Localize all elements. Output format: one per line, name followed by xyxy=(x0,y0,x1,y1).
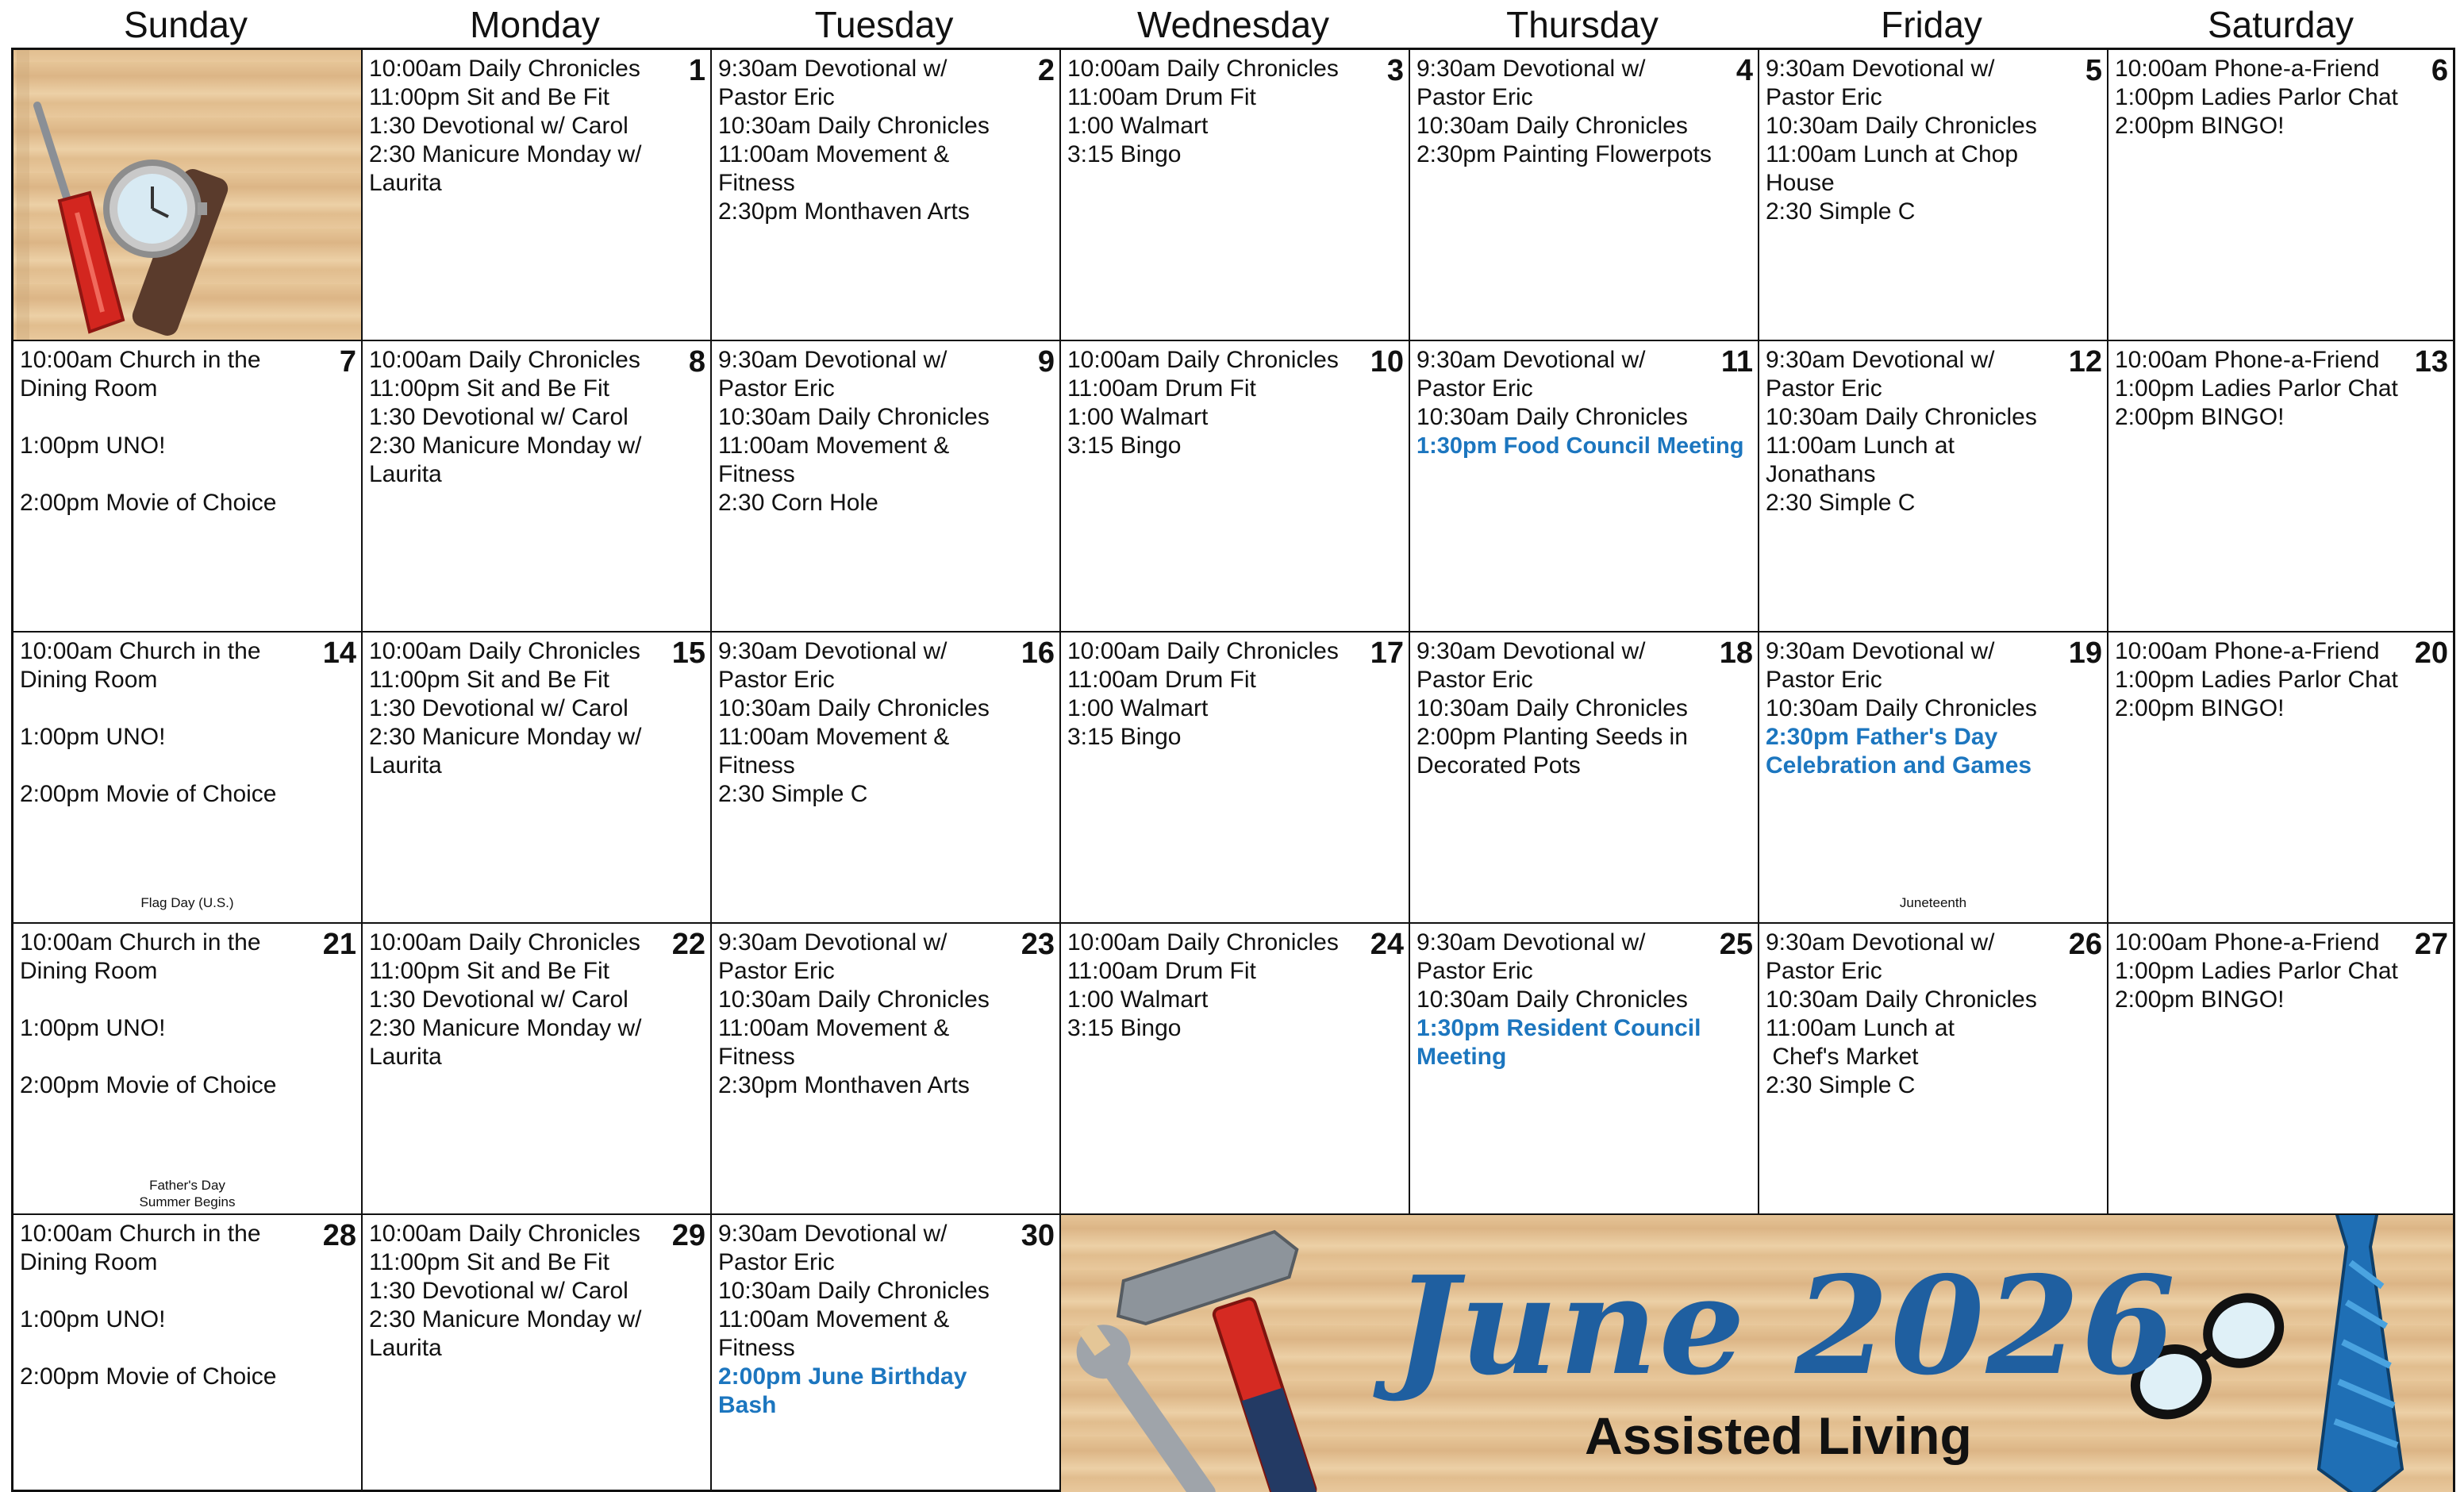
day-cell[interactable] xyxy=(363,633,712,924)
day-number: 26 xyxy=(2068,928,2102,961)
day-number: 30 xyxy=(1021,1219,1055,1252)
event-item: 10:30am Daily Chronicles xyxy=(718,404,990,430)
event-list xyxy=(369,637,669,780)
day-number: 14 xyxy=(322,636,356,670)
day-number: 29 xyxy=(671,1219,705,1252)
day-cell[interactable] xyxy=(1061,633,1410,924)
day-cell[interactable] xyxy=(1759,341,2108,633)
event-item-highlight: 2:30pm Father's Day Celebration and Games xyxy=(1766,724,2032,779)
day-number: 22 xyxy=(671,928,705,961)
calendar-grid xyxy=(11,48,2455,1492)
event-item: 2:30 Manicure Monday w/ Laurita xyxy=(369,1015,648,1070)
event-list xyxy=(2115,929,2412,1014)
event-item: 3:15 Bingo xyxy=(1067,141,1182,167)
event-list xyxy=(1766,637,2066,780)
event-item: 10:30am Daily Chronicles xyxy=(1417,986,1688,1013)
event-item: 2:30 Manicure Monday w/ Laurita xyxy=(369,1306,648,1361)
event-item: 1:00pm UNO! xyxy=(20,1306,166,1332)
day-number: 18 xyxy=(1719,636,1753,670)
event-item: 3:15 Bingo xyxy=(1067,1015,1182,1041)
day-number: 16 xyxy=(1021,636,1055,670)
event-item: 1:30 Devotional w/ Carol xyxy=(369,1278,628,1304)
event-list xyxy=(1067,637,1367,752)
event-list xyxy=(718,346,1018,517)
event-item: 9:30am Devotional w/ Pastor Eric xyxy=(1417,56,1652,110)
event-item: 11:00pm Sit and Be Fit xyxy=(369,1249,609,1275)
day-number: 7 xyxy=(339,345,356,379)
event-item: 3:15 Bingo xyxy=(1067,724,1182,750)
day-cell[interactable] xyxy=(1410,341,1759,633)
event-item: 2:00pm Movie of Choice xyxy=(20,781,277,807)
event-list xyxy=(20,637,320,837)
event-list xyxy=(1766,929,2066,1100)
event-item: 10:30am Daily Chronicles xyxy=(1417,404,1688,430)
holiday-label: Juneteenth xyxy=(1899,895,1967,910)
header-wednesday: Wednesday xyxy=(1136,4,1330,45)
event-item: 9:30am Devotional w/ Pastor Eric xyxy=(718,638,954,693)
day-number: 8 xyxy=(688,345,705,379)
event-item: 11:00am Movement & Fitness xyxy=(718,724,956,779)
event-list xyxy=(718,637,1018,809)
event-item: 9:30am Devotional w/ Pastor Eric xyxy=(1766,347,2001,402)
event-list xyxy=(718,55,1018,226)
day-number: 2 xyxy=(1037,54,1055,87)
event-list xyxy=(1766,346,2066,517)
event-list xyxy=(718,1220,1018,1420)
event-item: 10:00am Church in the Dining Room xyxy=(20,347,267,402)
event-list xyxy=(2115,55,2412,140)
holiday-label: Father's Day Summer Begins xyxy=(139,1178,236,1209)
event-list xyxy=(718,929,1018,1100)
event-item: 9:30am Devotional w/ Pastor Eric xyxy=(1417,638,1652,693)
event-item: 10:30am Daily Chronicles xyxy=(1766,404,2037,430)
day-cell[interactable] xyxy=(363,1215,712,1492)
day-cell[interactable] xyxy=(2108,924,2453,1215)
event-item: 10:30am Daily Chronicles xyxy=(1766,113,2037,139)
day-cell[interactable] xyxy=(363,50,712,341)
event-item: 1:00 Walmart xyxy=(1067,695,1209,721)
day-cell[interactable] xyxy=(1410,924,1759,1215)
event-item: 11:00am Drum Fit xyxy=(1067,667,1256,693)
day-number: 3 xyxy=(1386,54,1404,87)
day-cell[interactable] xyxy=(2108,341,2453,633)
day-number: 1 xyxy=(688,54,705,87)
event-item: 10:00am Daily Chronicles xyxy=(369,56,640,82)
decor-image-cell xyxy=(13,50,363,341)
event-item: 2:30 Simple C xyxy=(1766,198,1916,225)
header-saturday: Saturday xyxy=(2207,4,2354,45)
event-item: 11:00am Lunch at Chef's Market xyxy=(1766,1015,1955,1070)
event-item: 1:00 Walmart xyxy=(1067,986,1209,1013)
day-number: 19 xyxy=(2068,636,2102,670)
event-item: 2:30 Simple C xyxy=(718,781,868,807)
event-list xyxy=(369,346,669,489)
event-item: 10:00am Daily Chronicles xyxy=(369,1221,640,1247)
day-number: 21 xyxy=(322,928,356,961)
event-item: 1:00 Walmart xyxy=(1067,404,1209,430)
calendar xyxy=(11,0,2455,1492)
event-list xyxy=(20,1220,320,1420)
event-item: 9:30am Devotional w/ Pastor Eric xyxy=(718,1221,954,1275)
event-item: 10:30am Daily Chronicles xyxy=(718,1278,990,1304)
day-cell[interactable] xyxy=(1759,633,2108,924)
event-item: 2:00pm BINGO! xyxy=(2115,986,2285,1013)
event-item: 2:30 Simple C xyxy=(1766,490,1916,516)
day-number: 27 xyxy=(2414,928,2448,961)
day-number: 11 xyxy=(1720,345,1753,379)
event-item: 2:30 Corn Hole xyxy=(718,490,878,516)
day-cell[interactable] xyxy=(2108,633,2453,924)
event-item: 10:00am Phone-a-Friend xyxy=(2115,638,2380,664)
day-cell[interactable] xyxy=(13,1215,363,1492)
event-item: 10:00am Church in the Dining Room xyxy=(20,638,267,693)
event-item: 10:00am Phone-a-Friend xyxy=(2115,347,2380,373)
event-item: 11:00am Drum Fit xyxy=(1067,84,1256,110)
event-item: 2:30pm Monthaven Arts xyxy=(718,198,970,225)
event-item: 11:00am Lunch at Jonathans xyxy=(1766,433,1962,487)
month-banner xyxy=(1061,1215,2453,1492)
event-item: 11:00pm Sit and Be Fit xyxy=(369,667,609,693)
day-number: 10 xyxy=(1370,345,1404,379)
day-number: 9 xyxy=(1037,345,1055,379)
event-list xyxy=(1067,346,1367,460)
event-item: 11:00am Drum Fit xyxy=(1067,958,1256,984)
event-item: 10:30am Daily Chronicles xyxy=(718,113,990,139)
event-item: 1:30 Devotional w/ Carol xyxy=(369,695,628,721)
event-item: 10:30am Daily Chronicles xyxy=(1766,986,2037,1013)
day-number: 12 xyxy=(2068,345,2102,379)
event-list xyxy=(1417,55,1716,169)
header-thursday: Thursday xyxy=(1506,4,1659,45)
event-item: 1:00pm UNO! xyxy=(20,433,166,459)
event-item-highlight: 1:30pm Food Council Meeting xyxy=(1417,433,1744,459)
day-number: 4 xyxy=(1736,54,1753,87)
event-item: 11:00am Drum Fit xyxy=(1067,375,1256,402)
event-list xyxy=(1417,637,1716,780)
day-cell[interactable] xyxy=(1410,50,1759,341)
event-item: 1:00pm Ladies Parlor Chat xyxy=(2115,84,2398,110)
event-list xyxy=(20,929,320,1129)
event-list xyxy=(1067,929,1367,1043)
event-item: 10:00am Phone-a-Friend xyxy=(2115,56,2380,82)
day-cell[interactable] xyxy=(1061,924,1410,1215)
event-list xyxy=(2115,637,2412,723)
day-cell[interactable] xyxy=(13,924,363,1215)
day-number: 28 xyxy=(322,1219,356,1252)
event-item: 1:00pm Ladies Parlor Chat xyxy=(2115,375,2398,402)
event-item: 2:30 Manicure Monday w/ Laurita xyxy=(369,141,648,196)
event-item: 2:00pm BINGO! xyxy=(2115,113,2285,139)
event-list xyxy=(20,346,320,546)
event-item: 2:00pm Movie of Choice xyxy=(20,1072,277,1098)
event-item: 10:00am Daily Chronicles xyxy=(1067,347,1339,373)
event-item: 11:00am Movement & Fitness xyxy=(718,433,956,487)
day-cell[interactable] xyxy=(1759,50,2108,341)
header-sunday: Sunday xyxy=(123,4,248,45)
event-item: 2:30pm Painting Flowerpots xyxy=(1417,141,1712,167)
day-number: 25 xyxy=(1719,928,1753,961)
event-item: 2:30pm Monthaven Arts xyxy=(718,1072,970,1098)
event-item: 1:30 Devotional w/ Carol xyxy=(369,404,628,430)
event-item: 11:00am Movement & Fitness xyxy=(718,1015,956,1070)
event-item: 9:30am Devotional w/ Pastor Eric xyxy=(718,56,954,110)
event-list xyxy=(2115,346,2412,432)
event-item: 10:00am Phone-a-Friend xyxy=(2115,929,2380,956)
day-cell[interactable] xyxy=(13,633,363,924)
event-item: 2:00pm BINGO! xyxy=(2115,404,2285,430)
event-item: 10:00am Daily Chronicles xyxy=(1067,929,1339,956)
event-item: 11:00am Movement & Fitness xyxy=(718,1306,956,1361)
event-item: 2:30 Manicure Monday w/ Laurita xyxy=(369,433,648,487)
day-cell[interactable] xyxy=(363,341,712,633)
day-cell[interactable] xyxy=(1061,50,1410,341)
event-item: 9:30am Devotional w/ Pastor Eric xyxy=(1766,929,2001,984)
screwdriver-watch-icon xyxy=(13,50,363,341)
event-item: 2:00pm Planting Seeds in Decorated Pots xyxy=(1417,724,1695,779)
event-item: 11:00pm Sit and Be Fit xyxy=(369,84,609,110)
event-item-highlight: 2:00pm June Birthday Bash xyxy=(718,1363,974,1418)
day-cell[interactable] xyxy=(712,633,1061,924)
day-number: 13 xyxy=(2414,345,2448,379)
day-cell[interactable] xyxy=(1061,341,1410,633)
event-item: 10:00am Daily Chronicles xyxy=(369,638,640,664)
event-item: 9:30am Devotional w/ Pastor Eric xyxy=(1766,638,2001,693)
event-item: 10:30am Daily Chronicles xyxy=(1417,695,1688,721)
event-list xyxy=(369,929,669,1071)
event-item: 1:00pm Ladies Parlor Chat xyxy=(2115,958,2398,984)
event-item: 1:00 Walmart xyxy=(1067,113,1209,139)
day-number: 5 xyxy=(2085,54,2102,87)
event-item: 11:00pm Sit and Be Fit xyxy=(369,375,609,402)
day-cell[interactable] xyxy=(712,924,1061,1215)
day-cell[interactable] xyxy=(2108,50,2453,341)
day-cell[interactable] xyxy=(712,50,1061,341)
event-item: 11:00am Lunch at Chop House xyxy=(1766,141,2025,196)
event-item: 10:00am Daily Chronicles xyxy=(369,929,640,956)
event-item: 10:30am Daily Chronicles xyxy=(718,986,990,1013)
day-number: 24 xyxy=(1370,928,1404,961)
event-item: 2:00pm Movie of Choice xyxy=(20,490,277,516)
day-number: 20 xyxy=(2414,636,2448,670)
day-cell[interactable] xyxy=(1759,924,2108,1215)
event-list xyxy=(1417,929,1716,1071)
event-list xyxy=(1067,55,1367,169)
event-list xyxy=(1417,346,1755,460)
event-item: 11:00pm Sit and Be Fit xyxy=(369,958,609,984)
day-number: 15 xyxy=(671,636,705,670)
event-list xyxy=(1766,55,2066,226)
event-item: 9:30am Devotional w/ Pastor Eric xyxy=(1417,347,1652,402)
event-item: 1:30 Devotional w/ Carol xyxy=(369,113,628,139)
event-item: 10:00am Church in the Dining Room xyxy=(20,929,267,984)
event-item: 9:30am Devotional w/ Pastor Eric xyxy=(718,347,954,402)
day-number: 23 xyxy=(1021,928,1055,961)
banner-subtitle: Assisted Living xyxy=(1585,1406,1972,1465)
event-item: 2:00pm Movie of Choice xyxy=(20,1363,277,1390)
event-item: 2:30 Manicure Monday w/ Laurita xyxy=(369,724,648,779)
event-item: 2:00pm BINGO! xyxy=(2115,695,2285,721)
banner-title: June 2026 xyxy=(1394,1247,2178,1405)
event-list xyxy=(369,1220,669,1363)
event-item: 9:30am Devotional w/ Pastor Eric xyxy=(1417,929,1652,984)
event-item: 2:30 Simple C xyxy=(1766,1072,1916,1098)
header-monday: Monday xyxy=(470,4,600,45)
event-item-highlight: 1:30pm Resident Council Meeting xyxy=(1417,1015,1708,1070)
event-item: 9:30am Devotional w/ Pastor Eric xyxy=(718,929,954,984)
event-item: 10:00am Daily Chronicles xyxy=(1067,638,1339,664)
day-number: 6 xyxy=(2431,54,2448,87)
event-item: 1:00pm UNO! xyxy=(20,1015,166,1041)
event-item: 3:15 Bingo xyxy=(1067,433,1182,459)
event-item: 10:30am Daily Chronicles xyxy=(1417,113,1688,139)
event-item: 10:30am Daily Chronicles xyxy=(1766,695,2037,721)
header-tuesday: Tuesday xyxy=(814,4,954,45)
day-cell[interactable] xyxy=(712,341,1061,633)
holiday-label: Flag Day (U.S.) xyxy=(140,895,234,910)
event-item: 9:30am Devotional w/ Pastor Eric xyxy=(1766,56,2001,110)
day-cell[interactable] xyxy=(712,1215,1061,1492)
event-item: 10:00am Daily Chronicles xyxy=(369,347,640,373)
event-item: 11:00am Movement & Fitness xyxy=(718,141,956,196)
event-list xyxy=(369,55,669,198)
day-cell[interactable] xyxy=(1410,633,1759,924)
event-item: 1:00pm Ladies Parlor Chat xyxy=(2115,667,2398,693)
event-item: 1:00pm UNO! xyxy=(20,724,166,750)
day-cell[interactable] xyxy=(363,924,712,1215)
day-number: 17 xyxy=(1370,636,1404,670)
event-item: 10:00am Church in the Dining Room xyxy=(20,1221,267,1275)
header-friday: Friday xyxy=(1881,4,1982,45)
event-item: 10:30am Daily Chronicles xyxy=(718,695,990,721)
day-cell[interactable] xyxy=(13,341,363,633)
event-item: 1:30 Devotional w/ Carol xyxy=(369,986,628,1013)
event-item: 10:00am Daily Chronicles xyxy=(1067,56,1339,82)
